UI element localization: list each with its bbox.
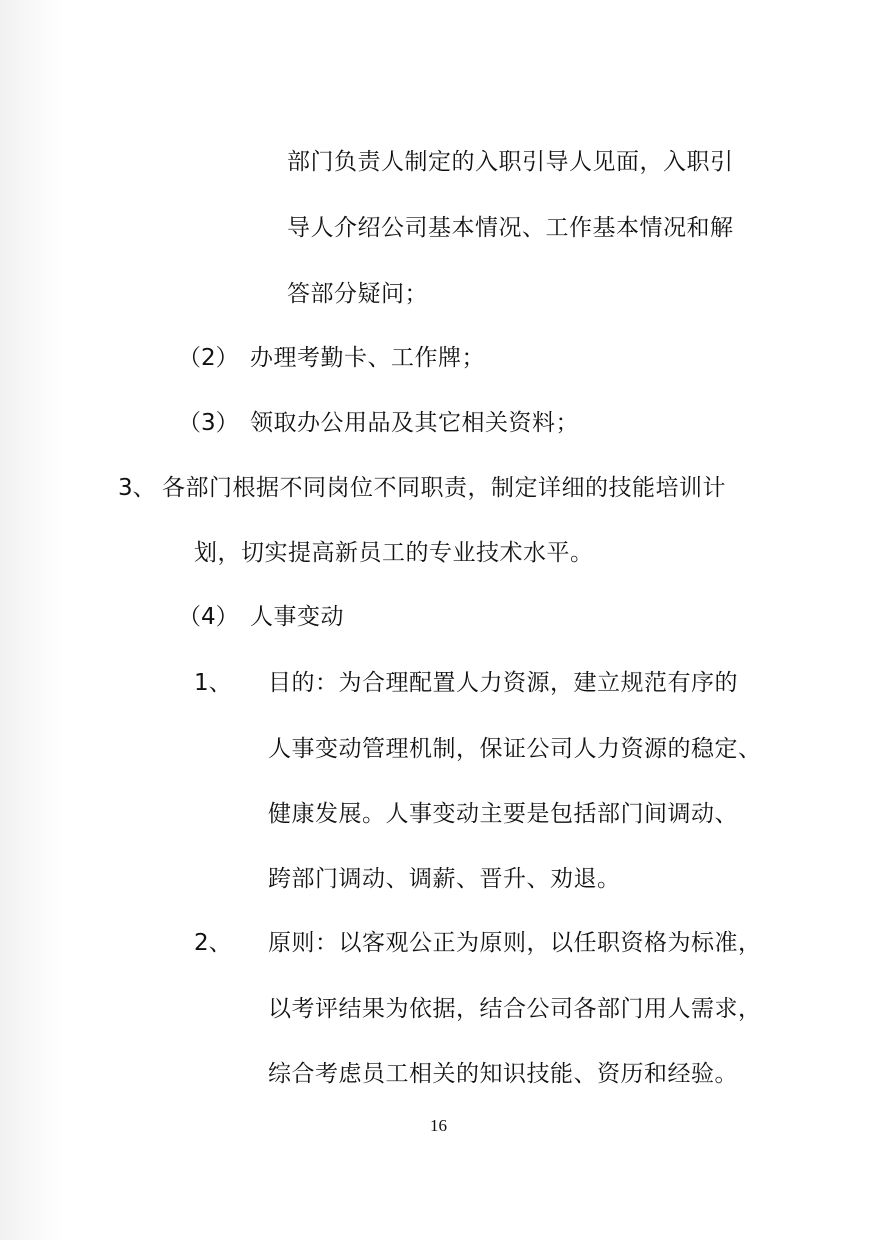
- paragraph-line: 导人介绍公司基本情况、工作基本情况和解: [287, 215, 734, 241]
- page-number: 16: [430, 1116, 447, 1135]
- list-marker-2: （2）: [178, 345, 239, 371]
- point-3-line: 划，切实提高新员工的专业技术水平。: [194, 540, 594, 566]
- sub-2-line: 综合考虑员工相关的知识技能、资历和经验。: [268, 1061, 738, 1087]
- point-3-line: 各部门根据不同岗位不同职责，制定详细的技能培训计: [162, 475, 726, 501]
- list-item-4-text: 人事变动: [250, 604, 344, 630]
- sub-2-line: 原则：以客观公正为原则，以任职资格为标准，: [268, 930, 762, 956]
- paragraph-line: 答部分疑问；: [287, 281, 428, 307]
- point-marker-3: 3、: [118, 475, 156, 501]
- list-item-2-text: 办理考勤卡、工作牌；: [250, 345, 485, 371]
- sub-2-line: 以考评结果为依据，结合公司各部门用人需求，: [268, 996, 762, 1022]
- sub-1-line: 人事变动管理机制，保证公司人力资源的稳定、: [268, 736, 762, 762]
- paragraph-line: 部门负责人制定的入职引导人见面，入职引: [287, 149, 734, 175]
- sub-1-line: 健康发展。人事变动主要是包括部门间调动、: [268, 801, 738, 827]
- sub-marker-2: 2、: [194, 930, 232, 956]
- list-marker-3: （3）: [178, 410, 239, 436]
- sub-1-line: 跨部门调动、调薪、晋升、劝退。: [268, 866, 621, 892]
- sub-marker-1: 1、: [194, 670, 232, 696]
- list-marker-4: （4）: [178, 604, 239, 630]
- list-item-3-text: 领取办公用品及其它相关资料；: [250, 410, 579, 436]
- sub-1-line: 目的：为合理配置人力资源，建立规范有序的: [268, 670, 738, 696]
